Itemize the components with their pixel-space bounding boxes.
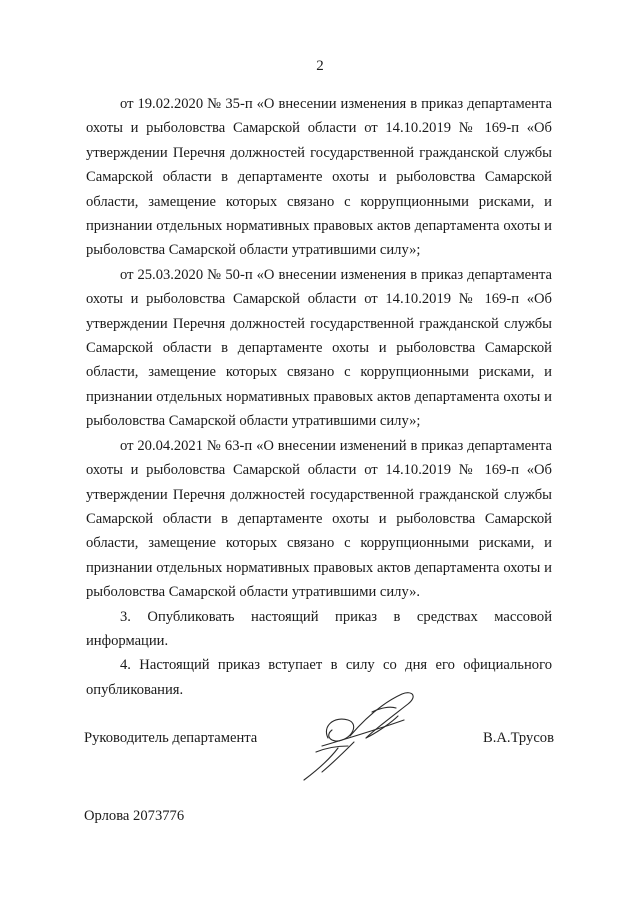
paragraph-order-35p: от 19.02.2020 № 35-п «О внесении изменения в приказ департамента охоты и рыболовства Самарской области от 14.10.2019 № 169-п «Об утверждении Перечня должностей государственной гражданской службы Самарской области в департаменте охоты и рыболовства Самарской области, замещение которых связано с коррупционными рисками, и признании отдельных нормативных правовых актов департамента охоты и рыболовства Самарской области утратившими силу»; bbox=[86, 96, 552, 259]
document-body bbox=[86, 92, 552, 702]
executor-info: Орлова 2073776 bbox=[84, 808, 185, 824]
paragraph-item-4: 4. Настоящий приказ вступает в силу со дня его официального опубликования. bbox=[86, 657, 552, 698]
paragraph-order-63p: от 20.04.2021 № 63-п «О внесении изменений в приказ департамента охоты и рыболовства Самарской области от 14.10.2019 № 169-п «Об утверждении Перечня должностей государственной гражданской службы Самарской области в департаменте охоты и рыболовства Самарской области, замещение которых связано с коррупционными рисками, и признании отдельных нормативных правовых актов департамента охоты и рыболовства Самарской области утратившими силу». bbox=[86, 437, 552, 601]
paragraph-order-50p: от 25.03.2020 № 50-п «О внесении изменения в приказ департамента охоты и рыболовства Самарской области от 14.10.2019 № 169-п «Об утверждении Перечня должностей государственной гражданской службы Самарской области в департаменте охоты и рыболовства Самарской области, замещение которых связано с коррупционными рисками, и признании отдельных нормативных правовых актов департамента охоты и рыболовства Самарской области утратившими силу»; bbox=[86, 266, 552, 430]
signatory-name: В.А.Трусов bbox=[483, 730, 554, 746]
paragraph-item-3: 3. Опубликовать настоящий приказ в средствах массовой информации. bbox=[86, 608, 552, 649]
handwritten-signature bbox=[262, 686, 432, 786]
page-number: 2 bbox=[316, 58, 324, 74]
signatory-position: Руководитель департамента bbox=[84, 730, 258, 746]
